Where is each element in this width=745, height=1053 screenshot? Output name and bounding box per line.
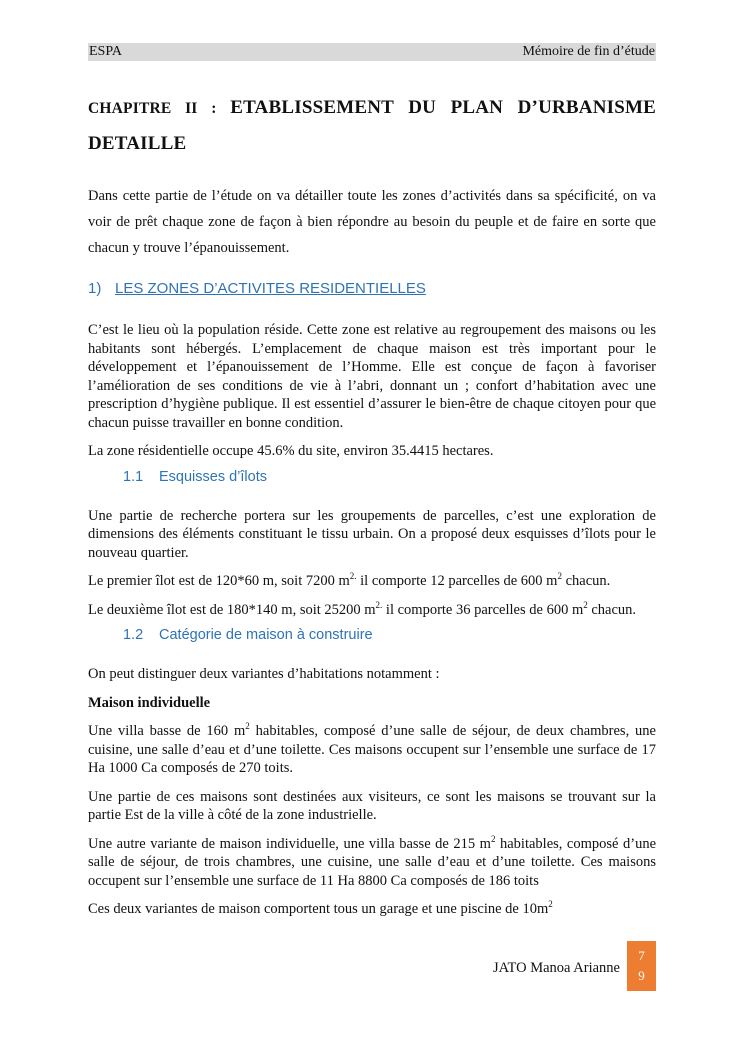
page-number-bottom: 9	[638, 968, 645, 983]
section1-paragraph-1: C’est le lieu où la population réside. Cette zone est relative au regroupement des maisons ou les habitants sont hébergés. L’emplacement de chaque maison est très important pour le développement et l’épanouissement de l’Homme. Elle est conçue de façon à favoriser l’amélioration de ses conditions de vie à l’abri, donnant un ; confort d’habitation avec une prescription d’hygiène publique. Il est essentiel d’assurer le bien-être de chaque citoyen pour que chacun puisse travailler en bonne condition.	[88, 322, 656, 431]
chapter-name: ETABLISSEMENT DU PLAN D’URBANISME DETAILLE	[88, 97, 657, 154]
intro-paragraph: Dans cette partie de l’étude on va détailler toute les zones d’activités dans sa spécificité, on va voir de prêt chaque zone de façon à bien répondre au besoin du peuple et de faire en sorte que chacun y trouve l’épanouissement.	[88, 188, 656, 256]
subsection-heading-1-2	[88, 625, 656, 645]
sub12-paragraph-4: Une autre variante de maison individuelle, une villa basse de 215 $m^2$ habitables, composé d’une salle de séjour, de trois chambres, une cuisine, une salle d’eau et d’une toilette. Ces maisons occupent sur l’ensemble une surface de 11 Ha 8800 Ca composés de 186 toits	[88, 833, 657, 889]
sub12-paragraph-3: Une partie de ces maisons sont destinées aux visiteurs, ce sont les maisons se trouvant sur la partie Est de la ville à côté de la zone industrielle.	[88, 788, 656, 823]
page-header	[88, 43, 656, 61]
subsection-title: Catégorie de maison à construire	[159, 627, 373, 643]
subsection-heading-1-1	[88, 467, 656, 487]
chapter-prefix: CHAPITRE II :	[88, 100, 231, 117]
section-heading-1	[88, 279, 656, 299]
subsection-number: 1.1	[123, 468, 144, 485]
page-number-badge	[627, 941, 656, 991]
sub11-paragraph-2: Le premier îlot est de 120*60 m, soit 7200 $m^{2.}$ il comporte 12 parcelles de 600 $m^2$ chacun.	[88, 571, 611, 589]
subsection-title: Esquisses d’îlots	[159, 468, 267, 485]
page-content	[88, 90, 656, 919]
header-right: Mémoire de fin d’étude	[522, 44, 655, 59]
sub11-paragraph-1: Une partie de recherche portera sur les groupements de parcelles, c’est une exploration de dimensions des éléments constituant le tissu urbain. On a proposé deux esquisses d’îlots pour le nouveau quartier.	[88, 507, 656, 561]
section-number: 1)	[88, 280, 102, 297]
maison-individuelle-heading: Maison individuelle	[88, 694, 211, 711]
header-left: ESPA	[89, 44, 122, 59]
sub11-paragraph-3: Le deuxième îlot est de 180*140 m, soit 25200 $m^{2.}$ il comporte 36 parcelles de 600 $m^2$ chacun.	[88, 599, 637, 618]
chapter-title	[88, 90, 656, 161]
footer-author: JATO Manoa Arianne	[493, 960, 620, 976]
section1-paragraph-2: La zone résidentielle occupe 45.6% du site, environ 35.4415 hectares.	[88, 443, 494, 459]
section-title: LES ZONES D’ACTIVITES RESIDENTIELLES	[115, 280, 426, 297]
sub12-paragraph-5: Ces deux variantes de maison comportent tous un garage et une piscine de $10m^2$	[88, 899, 553, 917]
page-number-top: 7	[638, 948, 645, 963]
sub12-paragraph-1: On peut distinguer deux variantes d’habitations notamment :	[88, 666, 440, 682]
subsection-number: 1.2	[123, 627, 144, 643]
sub12-paragraph-2: Une villa basse de 160 $m^2$ habitables, composé d’une salle de séjour, de deux chambres, une cuisine, une salle d’eau et d’une toilette. Ces maisons occupent sur l’ensemble une surface de 17 Ha 1000 Ca composés de 270 toits.	[88, 721, 656, 776]
